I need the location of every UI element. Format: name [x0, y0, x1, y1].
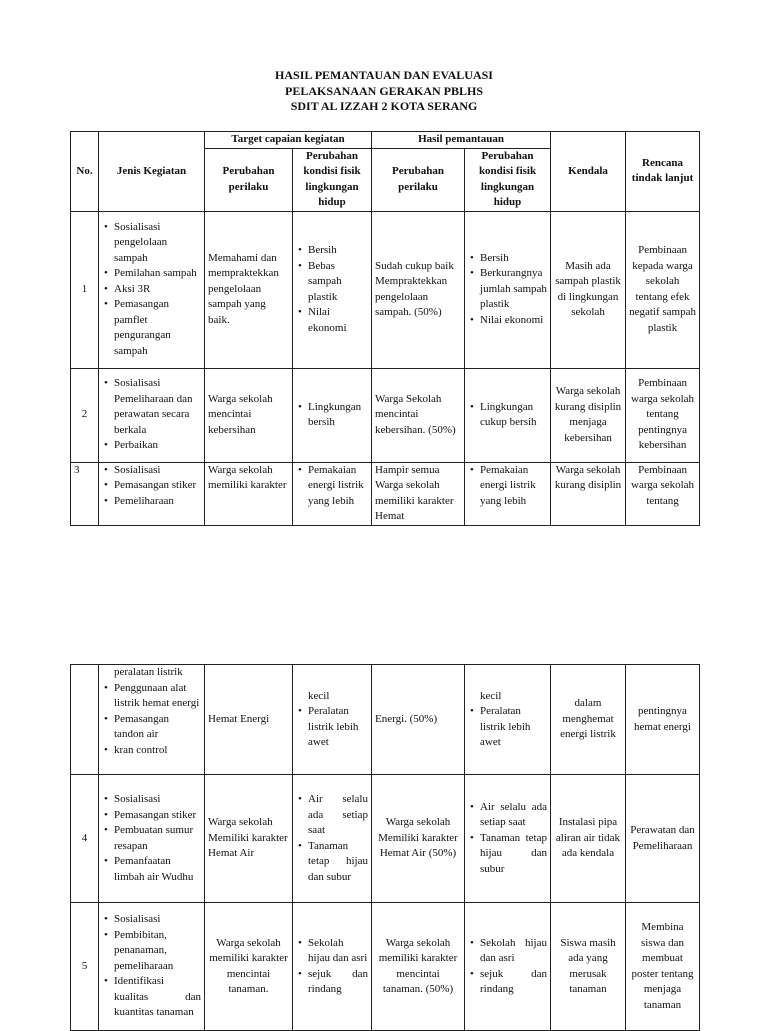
row-5-hasil-perilaku: Warga sekolah memiliki karakter mencintai tanaman. (50%): [372, 903, 465, 1031]
header-kendala: Kendala: [551, 132, 626, 212]
title-line-1: HASIL PEMANTAUAN DAN EVALUASI: [275, 68, 493, 82]
list-item: • Pemasangan stiker: [114, 478, 201, 494]
row-5-rencana: Membina siswa dan membuat poster tentang menjaga tanaman: [626, 903, 700, 1031]
list-item: • Sosialisasi Pemeliharaan dan perawatan secara berkala: [114, 376, 201, 438]
list-item: • sejuk dan rindang: [308, 967, 368, 998]
row-2-rencana: Pembinaan warga sekolah tentang pentingnya kebersihan: [626, 368, 700, 462]
list-item: • Sosialisasi: [114, 463, 201, 479]
row-1-hasil-perilaku: Sudah cukup baik Mempraktekkan pengelolaan sampah. (50%): [372, 211, 465, 368]
row-1-jenis: [99, 211, 205, 368]
row-4-hasil-fisik: [465, 775, 551, 903]
row-3-cont-target-perilaku: Hemat Energi: [205, 665, 293, 775]
list-item: • Pemasangan stiker: [114, 808, 201, 824]
list-item-continuation: kecil: [308, 689, 330, 702]
header-hasil-perilaku: Perubahan perilaku: [372, 148, 465, 211]
row-3-no: 3: [71, 462, 99, 525]
list-item: • Lingkungan cukup bersih: [480, 400, 547, 431]
list-item: • Bersih: [480, 251, 547, 267]
row-5-kendala: Siswa masih ada yang merusak tanaman: [551, 903, 626, 1031]
row-4-target-fisik: [293, 775, 372, 903]
row-1-target-fisik: [293, 211, 372, 368]
list-item: • Bebas sampah plastik: [308, 259, 368, 306]
row-5-jenis: [99, 903, 205, 1031]
row-1-hasil-fisik: [465, 211, 551, 368]
row-2-hasil-perilaku: Warga Sekolah mencintai kebersihan. (50%): [372, 368, 465, 462]
list-item: • Sosialisasi pengelolaan sampah: [114, 220, 201, 267]
list-item: • Pemakaian energi listrik yang lebih: [480, 463, 547, 510]
list-item-continuation: peralatan listrik: [114, 666, 183, 678]
list-item: • Pemanfaatan limbah air Wudhu: [114, 854, 201, 885]
row-2-target-fisik: [293, 368, 372, 462]
row-4-target-perilaku: Warga sekolah Memiliki karakter Hemat Air: [205, 775, 293, 903]
row-3-kendala: Warga sekolah kurang disiplin: [551, 462, 626, 525]
table-row: [71, 903, 700, 1031]
list-item: • Pembuatan sumur resapan: [114, 823, 201, 854]
row-3-hasil-perilaku: Hampir semua Warga sekolah memiliki karakter Hemat: [372, 462, 465, 525]
evaluation-table-page-1: [70, 131, 700, 526]
row-2-jenis: [99, 368, 205, 462]
header-hasil-pemantauan: Hasil pemantauan: [372, 132, 551, 149]
row-3-cont-kendala: dalam menghemat energi listrik: [551, 665, 626, 775]
table-row: [71, 211, 700, 368]
list-item: • Pembibitan, penanaman, pemeliharaan: [114, 928, 201, 975]
row-4-kendala: Instalasi pipa aliran air tidak ada kendala: [551, 775, 626, 903]
row-3-rencana: Pembinaan warga sekolah tentang: [626, 462, 700, 525]
row-2-kendala: Warga sekolah kurang disiplin menjaga kebersihan: [551, 368, 626, 462]
row-5-no: 5: [71, 903, 99, 1031]
row-5-hasil-fisik: [465, 903, 551, 1031]
row-3-hasil-fisik: [465, 462, 551, 525]
row-3-target-fisik: [293, 462, 372, 525]
list-item: • Pemakaian energi listrik yang lebih: [308, 463, 368, 510]
row-1-no: 1: [71, 211, 99, 368]
list-item: • Peralatan listrik lebih awet: [480, 704, 547, 751]
row-3-cont-hasil-perilaku: Energi. (50%): [372, 665, 465, 775]
title-line-2: PELAKSANAAN GERAKAN PBLHS: [284, 83, 484, 98]
row-3-cont-no: [71, 665, 99, 775]
list-item: • Nilai ekonomi: [480, 313, 547, 329]
list-item: • Berkurangnya jumlah sampah plastik: [480, 266, 547, 313]
list-item: • Perbaikan: [114, 438, 201, 454]
list-item: • sejuk dan rindang: [480, 967, 547, 998]
row-1-target-perilaku: Memahami dan mempraktekkan pengelolaan sampah yang baik.: [205, 211, 293, 368]
list-item: • Pemasangan pamflet pengurangan sampah: [114, 297, 201, 359]
row-1-kendala: Masih ada sampah plastik di lingkungan sekolah: [551, 211, 626, 368]
row-3-target-perilaku: Warga sekolah memiliki karakter: [205, 462, 293, 525]
row-2-hasil-fisik: [465, 368, 551, 462]
list-item: • Identifikasi kualitas dan kuantitas tanaman: [114, 974, 201, 1021]
row-4-no: 4: [71, 775, 99, 903]
header-jenis-kegiatan: Jenis Kegiatan: [99, 132, 205, 212]
list-item: • Bersih: [308, 243, 368, 259]
row-5-target-fisik: [293, 903, 372, 1031]
list-item: • Aksi 3R: [114, 282, 201, 298]
list-item: • Sekolah hijau dan asri: [308, 936, 368, 967]
row-2-no: 2: [71, 368, 99, 462]
list-item: • Nilai ekonomi: [308, 305, 368, 336]
list-item: • Air selalu ada setiap saat: [480, 800, 547, 831]
list-item: • Tanaman tetap hijau dan subur: [308, 839, 368, 886]
row-4-hasil-perilaku: Warga sekolah Memiliki karakter Hemat Air (50%): [372, 775, 465, 903]
header-target-fisik: Perubahan kondisi fisik lingkungan hidup: [293, 148, 372, 211]
table-row: [71, 775, 700, 903]
table-row: [71, 368, 700, 462]
table-row: [71, 665, 700, 775]
header-target-perilaku: Perubahan perilaku: [205, 148, 293, 211]
list-item: • kran control: [114, 743, 201, 759]
row-5-target-perilaku: Warga sekolah memiliki karakter mencintai tanaman.: [205, 903, 293, 1031]
header-rencana: Rencana tindak lanjut: [626, 132, 700, 212]
list-item: • Sosialisasi: [114, 912, 201, 928]
list-item: • Lingkungan bersih: [308, 400, 368, 431]
title-line-3: SDIT AL IZZAH 2 KOTA SERANG: [290, 99, 478, 113]
evaluation-table-page-2: [70, 664, 700, 1031]
list-item: • Pemasangan tandon air: [114, 712, 201, 743]
list-item: • Pemeliharaan: [114, 494, 201, 510]
list-item-continuation: kecil: [480, 689, 502, 702]
row-4-jenis: [99, 775, 205, 903]
header-no: No.: [71, 132, 99, 212]
document-title: [0, 68, 768, 115]
list-item: • Penggunaan alat listrik hemat energi: [114, 681, 201, 712]
list-item: • Peralatan listrik lebih awet: [308, 704, 368, 751]
row-3-cont-rencana: pentingnya hemat energi: [626, 665, 700, 775]
table-row: [71, 462, 700, 525]
list-item: • Sosialisasi: [114, 792, 201, 808]
list-item: • Sekolah hijau dan asri: [480, 936, 547, 967]
row-2-target-perilaku: Warga sekolah mencintai kebersihan: [205, 368, 293, 462]
list-item: • Tanaman tetap hijau dan subur: [480, 831, 547, 878]
row-3-cont-target-fisik: [293, 665, 372, 775]
row-1-rencana: Pembinaan kepada warga sekolah tentang efek negatif sampah plastik: [626, 211, 700, 368]
row-4-rencana: Perawatan dan Pemeliharaan: [626, 775, 700, 903]
row-3-cont-hasil-fisik: [465, 665, 551, 775]
row-3-cont-jenis: [99, 665, 205, 775]
header-target-capaian: Target capaian kegiatan: [205, 132, 372, 149]
list-item: • Air selalu ada setiap saat: [308, 792, 368, 839]
list-item: • Pemilahan sampah: [114, 266, 201, 282]
header-hasil-fisik: Perubahan kondisi fisik lingkungan hidup: [465, 148, 551, 211]
row-3-jenis: [99, 462, 205, 525]
